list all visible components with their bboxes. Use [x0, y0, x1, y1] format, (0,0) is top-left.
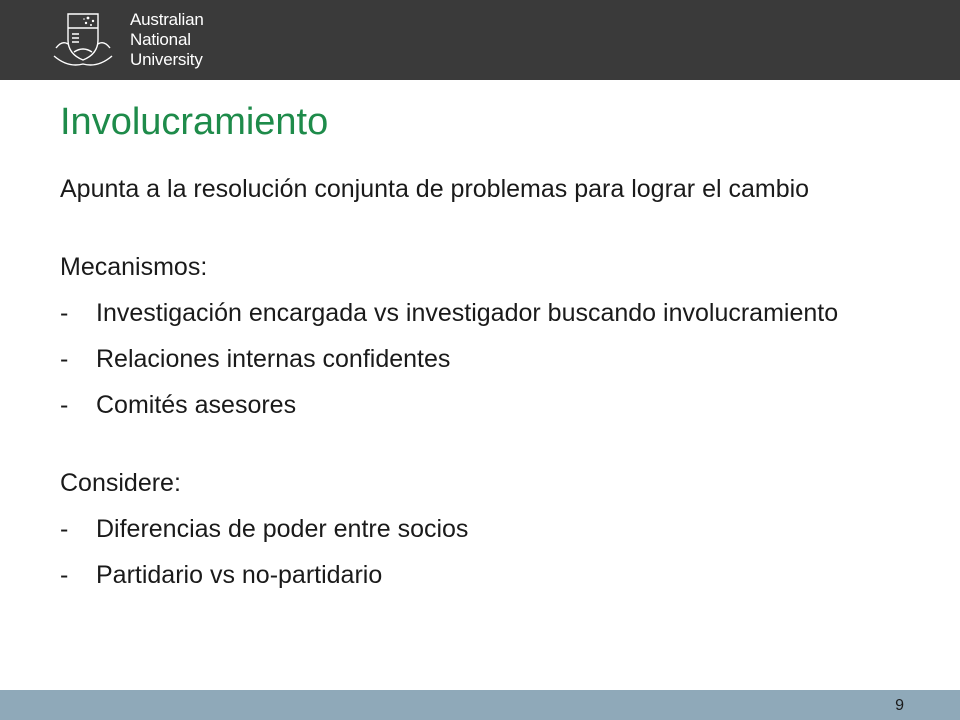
consider-item-2: Partidario vs no-partidario — [96, 561, 383, 589]
bullet-marker: - — [60, 391, 69, 419]
footer-bar — [0, 690, 960, 720]
intro-paragraph: Apunta a la resolución conjunta de problemas para lograr el cambio — [60, 175, 810, 203]
anu-logo — [48, 9, 204, 71]
bullet-marker: - — [60, 299, 69, 327]
logo-line-2: National — [130, 30, 191, 49]
consider-heading: Considere: — [60, 469, 181, 497]
bullet-marker: - — [60, 345, 69, 373]
list-item — [60, 510, 900, 548]
logo-line-3: University — [130, 50, 203, 69]
logo-line-1: Australian — [130, 10, 204, 29]
anu-crest-icon — [48, 10, 118, 70]
list-item — [60, 386, 900, 424]
logo-wordmark — [130, 10, 204, 70]
mechanism-item-2: Relaciones internas confidentes — [96, 345, 451, 373]
bullet-marker: - — [60, 515, 69, 543]
page-number: 9 — [895, 697, 904, 714]
header-bar — [0, 0, 960, 80]
bullet-marker: - — [60, 561, 69, 589]
slide-body — [60, 170, 900, 594]
list-item — [60, 340, 900, 378]
mechanisms-heading: Mecanismos: — [60, 253, 208, 281]
list-item — [60, 556, 900, 594]
list-item — [60, 294, 900, 332]
mechanism-item-3: Comités asesores — [96, 391, 297, 419]
slide-title: Involucramiento — [60, 101, 329, 143]
consider-item-1: Diferencias de poder entre socios — [96, 515, 469, 543]
mechanism-item-1: Investigación encargada vs investigador buscando involucramiento — [96, 299, 839, 327]
